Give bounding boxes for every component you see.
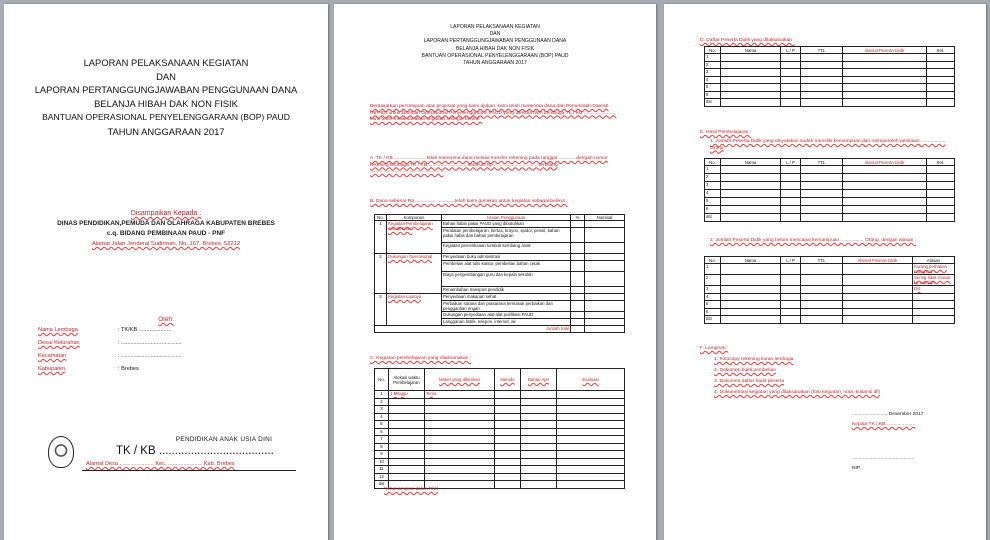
- learning-row-no: 3: [375, 406, 389, 414]
- passed-col-alamat: Alamat Peserta Didik: [843, 159, 927, 166]
- table-row: [705, 214, 955, 222]
- unpassed-row-reason: Dst: [913, 286, 955, 294]
- report-title-line: BANTUAN OPERASIONAL PENYELENGGARAAN (BOP) PAUD: [421, 52, 569, 59]
- unpassed-col-nama: Nama: [721, 257, 781, 264]
- learning-row-no: 7: [375, 436, 389, 444]
- unpassed-row-no: 4: [705, 293, 721, 301]
- learning-row-no: 5: [375, 421, 389, 429]
- table-row: [705, 301, 955, 309]
- passed-col-lp: L / P: [781, 159, 801, 166]
- table-row: [375, 413, 625, 421]
- learning-row-no: 6: [375, 428, 389, 436]
- cover-title-line: DAN: [156, 70, 176, 82]
- field-value-kecamatan: : .......................................: [118, 353, 182, 359]
- table-row: [705, 316, 955, 324]
- budget-item: Bahan habis pakai PAUD yang dibutuhkan: [442, 221, 571, 228]
- attachment-item: 4. Dokumentasi kegiatan yang dilaksanakan (foto kegiatan, nota, kuitansi dll): [714, 390, 881, 395]
- unpassed-row-no: 1: [705, 264, 721, 275]
- learning-col-metode: Metode: [495, 369, 521, 391]
- budget-total-label: Jumlah total: [375, 326, 571, 333]
- document-page-cover: [4, 4, 328, 540]
- document-page-appendix: [664, 4, 986, 540]
- signature-nip: NIP.: [852, 466, 861, 471]
- passed-row-no: 3: [705, 182, 721, 190]
- report-title-line: DAN: [489, 31, 501, 38]
- unpassed-row-reason: Sering tidak masuk ke sekolah: [913, 275, 955, 286]
- footer-school-name: TK / KB ....................................: [116, 445, 274, 457]
- table-row: [705, 206, 955, 214]
- table-row: [705, 275, 955, 286]
- table-row: [705, 84, 955, 92]
- oleh-label: Oleh:: [158, 316, 174, 323]
- budget-col-uraian: Uraian Penggunaan: [442, 215, 571, 221]
- table-row: [705, 190, 955, 198]
- attachment-item: 3. Dokumen daftar hadir peserta: [714, 379, 785, 384]
- learning-row-no: 1: [375, 391, 389, 399]
- unpassed-row-no: dst: [705, 316, 721, 324]
- section-b-text: B. Dana sebesar Rp ............................ telah kami gunakan untuk kegiatan sebagai berikut :: [370, 199, 568, 204]
- unpassed-col-lp: L / P: [781, 257, 801, 264]
- footer-subtitle: PENDIDIKAN ANAK USIA DINI: [175, 436, 273, 443]
- passed-col-nama: Nama: [721, 159, 781, 166]
- field-value-nama-lembaga: : TK/KB .....................: [118, 327, 172, 333]
- students-col-ttl: TTL: [801, 47, 843, 54]
- unpassed-row-no: 3: [705, 286, 721, 294]
- section-d-text: D. Daftar Peserta Didik yang dilaksanakan :: [700, 38, 795, 43]
- learning-table: [374, 368, 625, 489]
- report-title-block: [334, 24, 656, 67]
- budget-table: [374, 214, 625, 333]
- passed-row-no: 5: [705, 198, 721, 206]
- budget-group-komponen: Dukungan Operasional: [387, 254, 442, 294]
- learning-row-no: 11: [375, 466, 389, 474]
- report-title-line: LAPORAN PERTANGGUNGJAWABAN PENGGUNAAN DANA: [423, 38, 567, 45]
- budget-group-no: 1: [375, 221, 387, 254]
- table-row: [375, 254, 625, 261]
- footer-divider: [82, 470, 296, 471]
- table-row: [375, 221, 625, 228]
- learning-row-no: 9: [375, 451, 389, 459]
- table-row: [705, 99, 955, 107]
- budget-group-no: 3: [375, 294, 387, 326]
- learning-row-no: 2: [375, 398, 389, 406]
- budget-item: Perbaikan sarana dan prasarana termasuk perbaikan dan penggantian ringan: [442, 301, 571, 312]
- budget-col-pct: %: [571, 215, 585, 221]
- table-row: [705, 54, 955, 62]
- table-row: [375, 398, 625, 406]
- field-label-kecamatan: Kecamatan: [38, 353, 67, 359]
- unpassed-col-alamat: Alamat Peserta Didik: [843, 257, 913, 264]
- budget-group-komponen: Kegiatan Pembelajaran dan Bermain: [387, 221, 442, 254]
- students-row-no: 6: [705, 91, 721, 99]
- document-page-report: [334, 4, 656, 540]
- footer-address-line: Alamat Desa ...................... Kec. ...................... Kab. Brebes: [86, 461, 235, 467]
- table-row: [705, 76, 955, 84]
- passed-row-no: 2: [705, 174, 721, 182]
- budget-group-komponen: Kegiatan Lainnya: [387, 294, 442, 326]
- section-e1-text: 1. Jumlah Peserta Didik yang dinyatakan sudah memiliki kemampuan dan memperoleh penilaian .................. Orang: [710, 139, 946, 151]
- budget-col-no: No.: [375, 215, 387, 221]
- passed-row-no: 1: [705, 166, 721, 174]
- cover-title-block: [4, 56, 328, 138]
- table-row: [375, 473, 625, 481]
- budget-total-row: [375, 326, 625, 333]
- field-label-kabupaten: Kabupaten: [38, 366, 66, 372]
- table-row: [705, 69, 955, 77]
- unpassed-row-no: 2: [705, 275, 721, 286]
- cover-title-line: LAPORAN PELAKSANAAN KEGIATAN: [83, 57, 249, 68]
- unpassed-students-table: [704, 256, 955, 324]
- students-row-no: 2: [705, 61, 721, 69]
- table-row: [705, 91, 955, 99]
- table-row: [705, 182, 955, 190]
- learning-col-alokasi: Alokasi waktu Pembelajaran: [389, 369, 425, 391]
- learning-row-no: 4: [375, 413, 389, 421]
- cover-title-line: BANTUAN OPERASIONAL PENYELENGGARAAN (BOP) PAUD: [42, 111, 290, 122]
- unpassed-col-ttl: TTL: [801, 257, 843, 264]
- students-col-no: No.: [705, 47, 721, 54]
- budget-item: Peralatan pembelajaran, kertas, krayon, spidol, pensil, bahan pakai habis dan bahan pembelajaran: [442, 228, 571, 243]
- budget-item: Penyediaan makanan sehat: [442, 294, 571, 301]
- section-f-text: F. Lampiran :: [700, 346, 729, 351]
- signature-name: ..............................................: [852, 456, 915, 461]
- cover-title-line: TAHUN ANGGARAAN 2017: [107, 125, 225, 137]
- table-row: [375, 451, 625, 459]
- passed-col-no: No.: [705, 159, 721, 166]
- students-col-alamat: Alamat Peserta Didik: [843, 47, 927, 54]
- regency-logo: [48, 436, 74, 468]
- table-row: [375, 421, 625, 429]
- learning-row-materi: Tema: [425, 391, 495, 399]
- field-label-desa: Desa/ Kelurahan: [38, 340, 80, 346]
- budget-col-nominal: Nominal: [585, 215, 625, 221]
- section-e2-text: 2. Jumlah Peserta Didik yang belum mencapai kemampuan ................. Orang, dengan alasan :: [710, 238, 917, 243]
- students-col-nama: Nama: [721, 47, 781, 54]
- unpassed-row-reason: Kurang perhatian orang tua: [913, 264, 955, 275]
- table-row: [705, 308, 955, 316]
- dinas-name: DINAS PENDIDIKAN,PEMUDA DAN OLAHRAGA KABUPATEN BREBES: [57, 220, 275, 227]
- table-row: [705, 61, 955, 69]
- table-row: [705, 166, 955, 174]
- unpassed-row-no: 6: [705, 308, 721, 316]
- field-value-kabupaten: : Brebes: [118, 366, 139, 372]
- table-row: [705, 198, 955, 206]
- budget-item: Pembelian alat tulis kantor, pembelian bahan cetak: [442, 261, 571, 272]
- learning-row-no: 10: [375, 458, 389, 466]
- students-col-ket: Ket.: [927, 47, 955, 54]
- unpassed-col-alasan: Alasan: [913, 257, 955, 264]
- table-row: [375, 443, 625, 451]
- passed-row-no: dst: [705, 214, 721, 222]
- table-row: [375, 391, 625, 399]
- learning-col-no: No.: [375, 369, 389, 391]
- section-c-text: C. Kegiatan pembelajaran yang dilaksanakan :: [370, 356, 472, 361]
- students-row-no: 5: [705, 84, 721, 92]
- table-row: [375, 458, 625, 466]
- passed-students-table: [704, 158, 955, 222]
- passed-col-ket: Ket.: [927, 159, 955, 166]
- unpassed-row-no: 5: [705, 301, 721, 309]
- table-row: [375, 294, 625, 301]
- unpassed-col-no: No.: [705, 257, 721, 264]
- field-label-nama-lembaga: Nama Lembaga: [38, 327, 78, 333]
- students-col-lp: L / P: [781, 47, 801, 54]
- attachment-item: 2. Dokumen bukti pembelian: [714, 368, 776, 373]
- budget-col-komponen: Komponen: [387, 215, 442, 221]
- learning-row-alokasi: 1 Minggu: [389, 391, 425, 399]
- learning-row-no: 12: [375, 473, 389, 481]
- table-row: [375, 406, 625, 414]
- budget-item: Penambahan transport pendidik: [442, 287, 571, 294]
- signature-date: ........................., Desember 2017: [852, 412, 924, 417]
- students-table: [704, 46, 955, 107]
- budget-item: Langganan listrik, telepon, internet, air: [442, 319, 571, 326]
- dinas-address: Alamat Jalan Jenderal Sudirman, No. 167, Brebes, 52212: [91, 241, 241, 247]
- section-a-text: A. TK / KB ....................... telah menerima dana melalui transfer rekening pada tanggal ............ dengan nomor rekening lembaga TK / KB ............................ sebesar Rp ................................ terbilang ......................................................: [370, 156, 608, 175]
- budget-item: Dukungan penyediaan alat-alat publikasi PAUD: [442, 312, 571, 319]
- learning-table-note: *) lihat lampiran dalam RKH: [384, 486, 439, 491]
- dinas-cq: c.q. BIDANG PEMBINAAN PAUD - PNF: [106, 230, 226, 237]
- passed-row-no: 4: [705, 190, 721, 198]
- students-row-no: dst: [705, 99, 721, 107]
- budget-item: Kegiatan pemeriksaan tumbuh kembang anak: [442, 243, 571, 254]
- intro-paragraph: Berdasarkan persetujuan atas proposal yang kami ajukan, kami telah menerima dana dari Pemerintah Daerah (NPHD) untuk Bantuan Operasional Penyelenggaraan PAUD yang dikelola oleh Lembaga TK / KB ...................... , kami telah melaksanakan kegiatan sebagai berikut :: [370, 104, 617, 123]
- attachment-item: 1. Fotocopy rekening koran lembaga: [714, 357, 794, 362]
- table-row: [375, 428, 625, 436]
- students-row-no: 4: [705, 76, 721, 84]
- signature-role: Kepala TK / KB .....................: [852, 422, 916, 427]
- report-title-line: BELANJA HIBAH DAK NON FISIK: [455, 45, 535, 52]
- students-row-no: 3: [705, 69, 721, 77]
- learning-row-no: dst: [375, 481, 389, 489]
- section-e-text: E. Hasil Pembelajaran :: [700, 130, 752, 135]
- learning-col-evaluasi: Evaluasi: [557, 369, 625, 391]
- cover-title-line: BELANJA HIBAH DAK NON FISIK: [94, 98, 238, 110]
- table-row: [375, 466, 625, 474]
- passed-row-no: 6: [705, 206, 721, 214]
- learning-col-bahan: Bahan Ajar: [521, 369, 557, 391]
- budget-item: Penyediaan buku administrasi: [442, 254, 571, 261]
- learning-col-materi: Materi yang diberikan: [425, 369, 495, 391]
- passed-col-ttl: TTL: [801, 159, 843, 166]
- table-row: [705, 264, 955, 275]
- table-row: [705, 286, 955, 294]
- report-title-line: TAHUN ANGGARAAN 2017: [463, 60, 527, 67]
- students-row-no: 1: [705, 54, 721, 62]
- budget-item: Biaya pengembangan guru dan kepala sekolah: [442, 272, 571, 287]
- learning-row-no: 8: [375, 443, 389, 451]
- field-value-desa: : .......................................: [118, 340, 182, 346]
- table-row: [705, 174, 955, 182]
- report-title-line: LAPORAN PELAKSANAAN KEGIATAN: [450, 24, 540, 30]
- cover-title-line: LAPORAN PERTANGGUNGJAWABAN PENGGUNAAN DANA: [34, 84, 298, 96]
- table-row: [705, 293, 955, 301]
- submitted-to-label: Disampaikan Kepada :: [130, 210, 202, 217]
- budget-group-no: 2: [375, 254, 387, 294]
- table-row: [375, 436, 625, 444]
